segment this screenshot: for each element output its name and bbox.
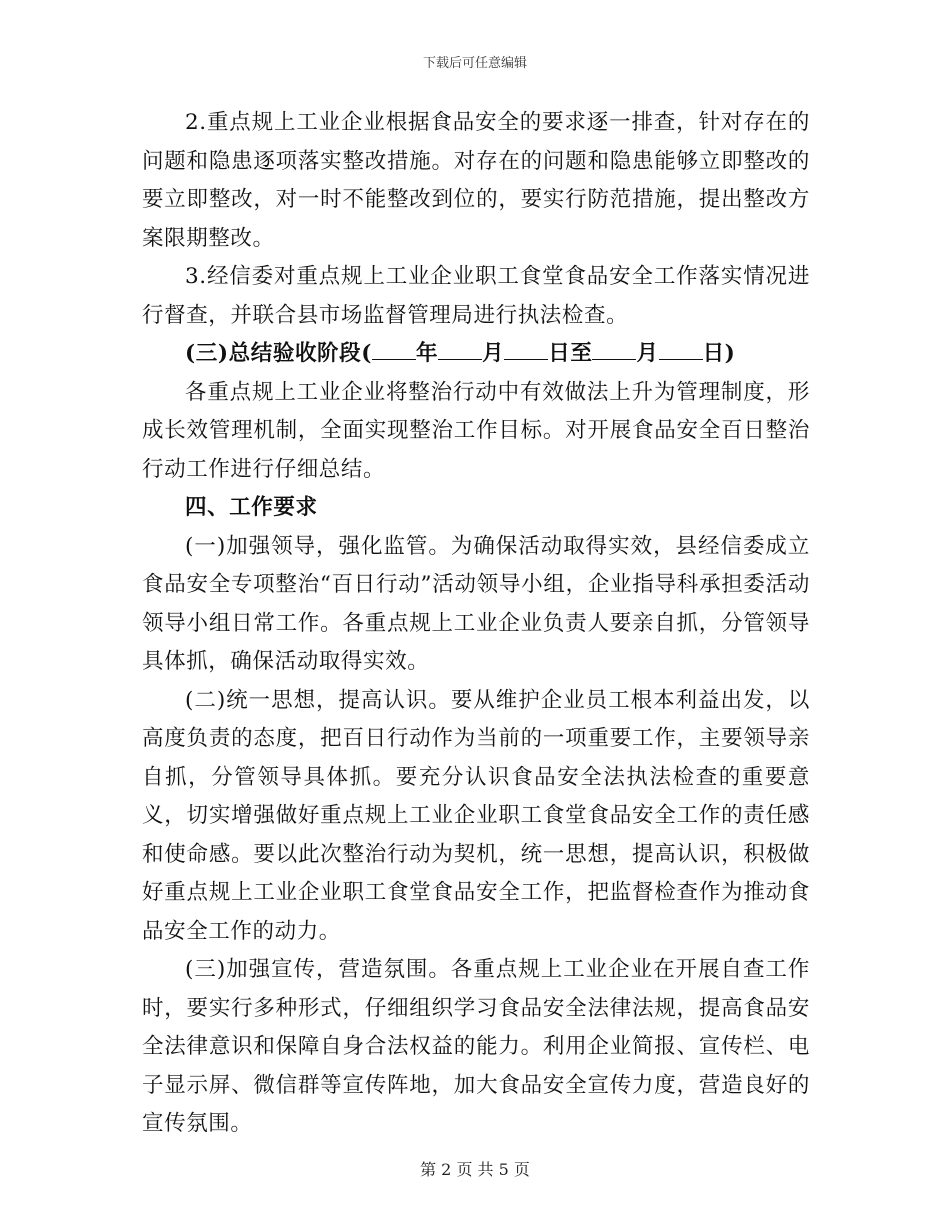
document-body — [142, 104, 810, 1144]
stage-heading-month-2: 月 — [636, 341, 659, 366]
requirement-2: (二)统一思想，提高认识。要从维护企业员工根本利益出发，以高度负责的态度，把百日行动作为当前的一项重要工作，主要领导亲自抓，分管领导具体抓。要充分认识食品安全法执法检查的重要意义，切实增强做好重点规上工业企业职工食堂食品安全工作的责任感和使命感。要以此次整治行动为契机，统一思想，提高认识，积极做好重点规上工业企业职工食堂食品安全工作，把监督检查作为推动食品安全工作的动力。 — [142, 687, 810, 944]
requirement-3: (三)加强宣传，营造氛围。各重点规上工业企业在开展自查工作时，要实行多种形式，仔细组织学习食品安全法律法规，提高食品安全法律意识和保障自身合法权益的能力。利用企业简报、宣传栏、电子显示屏、微信群等宣传阵地，加大食品安全宣传力度，营造良好的宣传氛围。 — [142, 957, 810, 1136]
blank-month — [438, 337, 482, 360]
blank-year — [372, 337, 416, 360]
stage-heading-prefix: (三)总结验收阶段( — [185, 341, 373, 366]
blank-day-2 — [659, 337, 703, 360]
section-heading: 四、工作要求 — [185, 495, 318, 520]
page-footer: 第 2 页 共 5 页 — [420, 1160, 530, 1179]
stage-heading-month: 月 — [482, 341, 505, 366]
blank-day — [504, 337, 548, 360]
summary-paragraph: 各重点规上工业企业将整治行动中有效做法上升为管理制度，形成长效管理机制，全面实现整治工作目标。对开展食品安全百日整治行动工作进行仔细总结。 — [142, 379, 810, 482]
blank-month-2 — [592, 337, 636, 360]
stage-heading-year: 年 — [416, 341, 439, 366]
page-header: 下载后可任意编辑 — [422, 56, 527, 71]
requirement-1: (一)加强领导，强化监管。为确保活动取得实效，县经信委成立食品安全专项整治“百日行动”活动领导小组，企业指导科承担委活动领导小组日常工作。各重点规上工业企业负责人要亲自抓，分管领导具体抓，确保活动取得实效。 — [142, 533, 810, 674]
paragraph-item-3: 3.经信委对重点规上工业企业职工食堂食品安全工作落实情况进行督查，并联合县市场监督管理局进行执法检查。 — [142, 264, 810, 328]
stage-heading-end: 日) — [702, 341, 736, 366]
paragraph-item-2: 2.重点规上工业企业根据食品安全的要求逐一排查，针对存在的问题和隐患逐项落实整改措施。对存在的问题和隐患能够立即整改的要立即整改，对一时不能整改到位的，要实行防范措施，提出整改方案限期整改。 — [142, 110, 810, 251]
stage-heading — [142, 335, 810, 374]
stage-heading-day-to: 日至 — [548, 341, 593, 366]
